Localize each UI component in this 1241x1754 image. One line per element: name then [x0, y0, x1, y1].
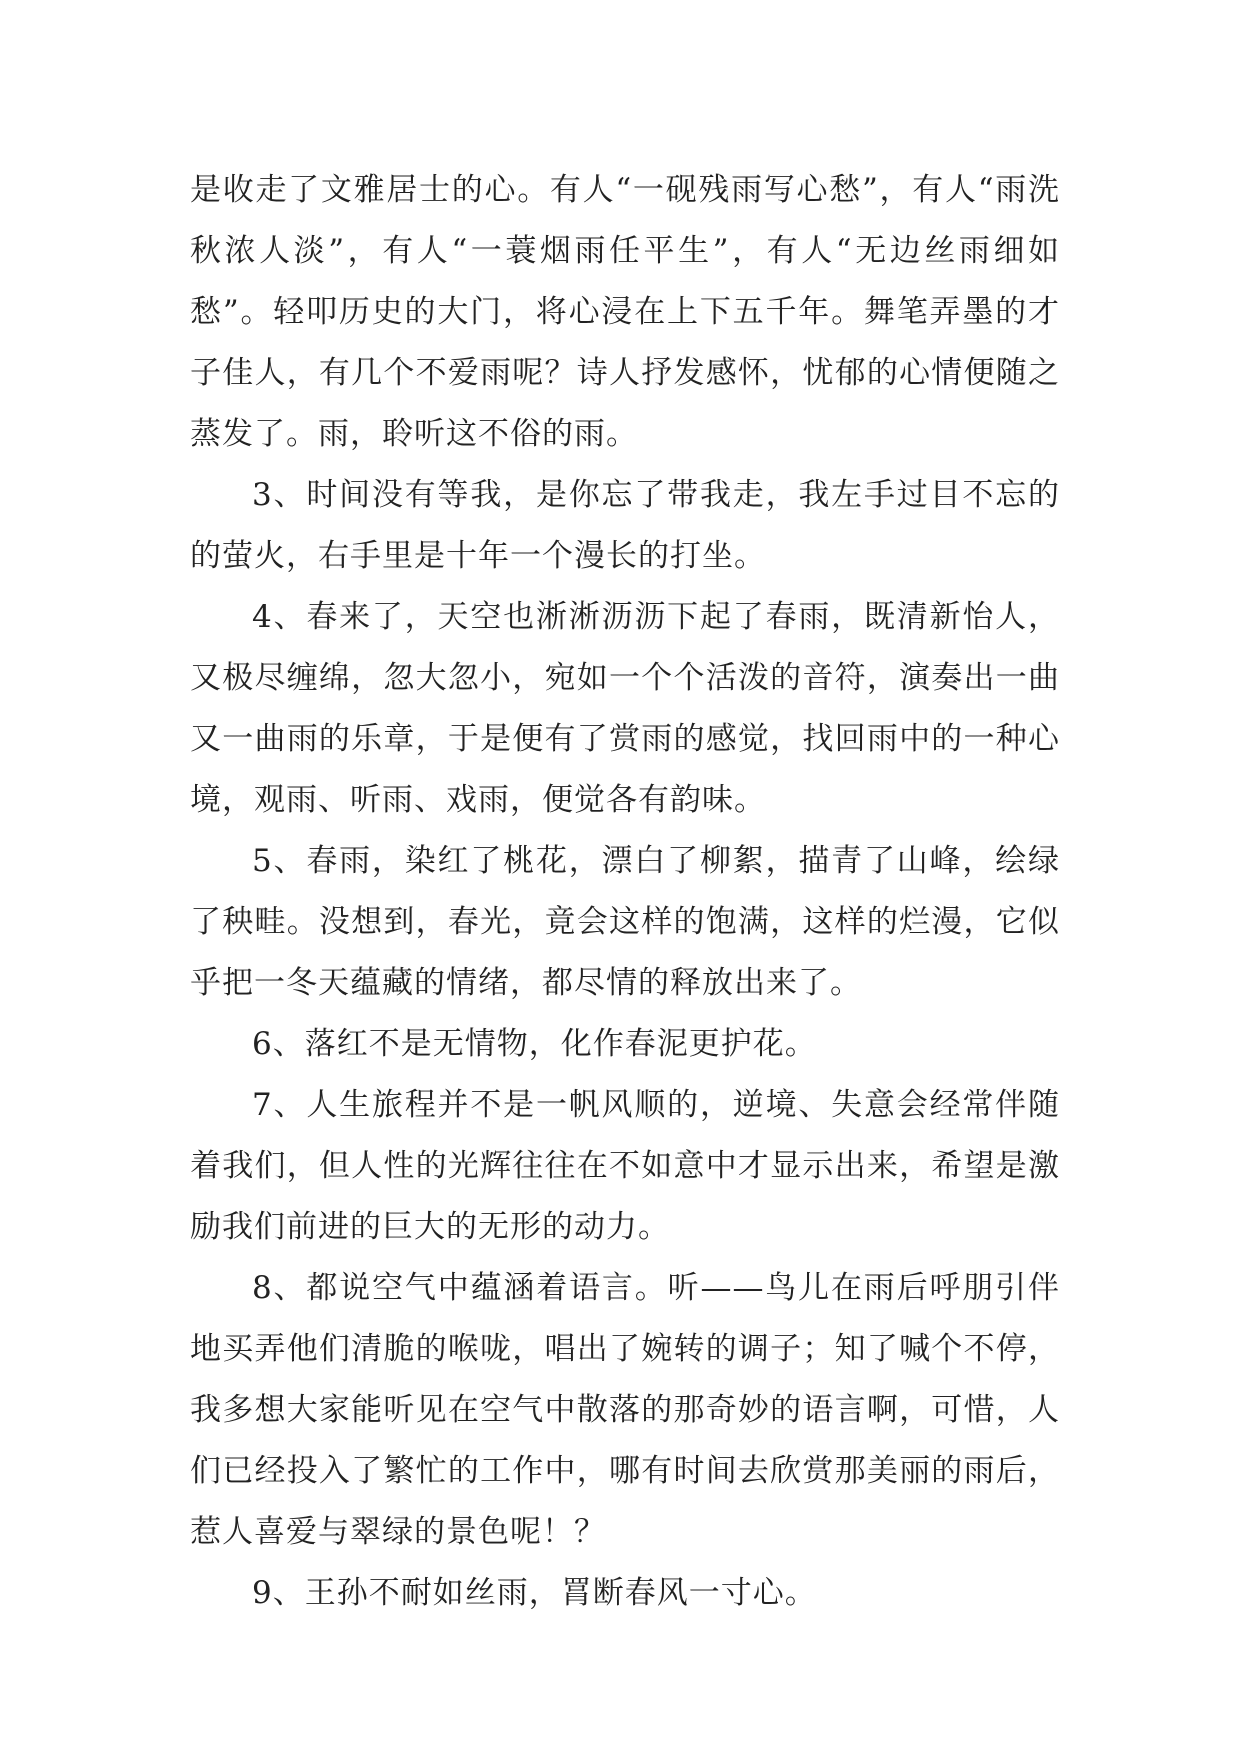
paragraph-item-3: 3、时间没有等我，是你忘了带我走，我左手过目不忘的的萤火，右手里是十年一个漫长的打坐。: [190, 477, 1060, 574]
paragraph-item-7: 7、人生旅程并不是一帆风顺的，逆境、失意会经常伴随着我们，但人性的光辉往往在不如意中才显示出来，希望是激励我们前进的巨大的无形的动力。: [190, 1087, 1060, 1245]
paragraph-item-4: 4、春来了，天空也淅淅沥沥下起了春雨，既清新怡人，又极尽缠绵，忽大忽小，宛如一个个活泼的音符，演奏出一曲又一曲雨的乐章，于是便有了赏雨的感觉，找回雨中的一种心境，观雨、听雨、戏雨，便觉各有韵味。: [190, 599, 1060, 818]
paragraph-item-5: 5、春雨，染红了桃花，漂白了柳絮，描青了山峰，绘绿了秧畦。没想到，春光，竟会这样的饱满，这样的烂漫，它似乎把一冬天蕴藏的情绪，都尽情的释放出来了。: [190, 843, 1060, 1001]
paragraph-item-6: 6、落红不是无情物，化作春泥更护花。: [252, 1026, 817, 1062]
paragraph-continued: 是收走了文雅居士的心。有人“一砚残雨写心愁”，有人“雨洗秋浓人淡”，有人“一蓑烟雨任平生”，有人“无边丝雨细如愁”。轻叩历史的大门，将心浸在上下五千年。舞笔弄墨的才子佳人，有几个不爱雨呢？诗人抒发感怀，忧郁的心情便随之蒸发了。雨，聆听这不俗的雨。: [190, 172, 1060, 452]
document-body: [190, 160, 1060, 1624]
paragraph-item-8: 8、都说空气中蕴涵着语言。听——鸟儿在雨后呼朋引伴地买弄他们清脆的喉咙，唱出了婉转的调子；知了喊个不停，我多想大家能听见在空气中散落的那奇妙的语言啊，可惜，人们已经投入了繁忙的工作中，哪有时间去欣赏那美丽的雨后，惹人喜爱与翠绿的景色呢！？: [190, 1270, 1060, 1550]
paragraph-item-9: 9、王孙不耐如丝雨，罥断春风一寸心。: [252, 1575, 817, 1611]
